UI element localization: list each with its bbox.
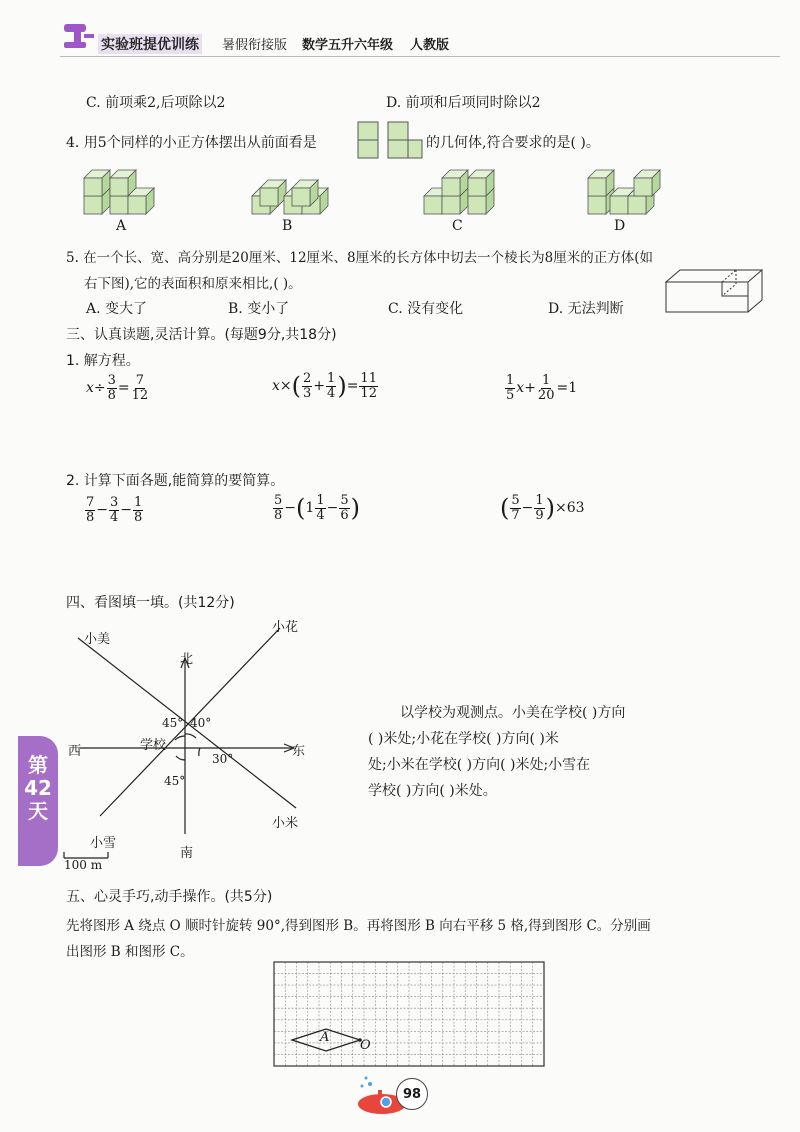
section3-title: 三、认真读题,灵活计算。(每题9分,共18分) (66, 327, 337, 343)
page-number-badge (396, 1078, 428, 1110)
section5-line2: 出图形 B 和图形 C。 (66, 944, 194, 960)
option-b-figure (252, 180, 328, 214)
option-c-figure (424, 170, 494, 214)
q5-option-d: D. 无法判断 (548, 301, 624, 317)
header-divider (60, 56, 780, 57)
q5-line2: 右下图),它的表面积和原来相比,( )。 (84, 276, 302, 292)
option-d-figure (588, 170, 660, 214)
xiaoxue-label: 小雪 (90, 836, 117, 851)
q4-label-c: C (452, 218, 463, 234)
q5-option-c: C. 没有变化 (388, 301, 464, 317)
angle-label-45-nw: 45° (162, 716, 184, 730)
section4-text-line1: 以学校为观测点。小美在学校( )方向 (400, 705, 626, 721)
side-tab-char-2: 42 (24, 776, 52, 800)
section4-text-line3: 处;小米在学校( )方向( )米处;小雪在 (368, 757, 591, 773)
edition-label: 暑假衔接版 (222, 38, 288, 53)
expression-2: $\frac{5}{8}$ − ( 1 $\frac{1}{4}$ − $\frac{5}{6}$ ) (274, 493, 360, 523)
expression-1: $\frac{7}{8}$ − $\frac{3}{4}$ − $\frac{1}{8}$ (86, 495, 143, 525)
q5-line1: 5. 在一个长、宽、高分别是20厘米、12厘米、8厘米的长方体中切去一个棱长为8厘米的正方体(如 (66, 250, 653, 266)
cuboid-figure (664, 266, 766, 316)
section3-q2-title: 2. 计算下面各题,能简算的要简算。 (66, 473, 285, 489)
day-side-tab (18, 736, 58, 866)
side-tab-char-1: 第 (28, 753, 48, 777)
equation-2: x × ( $\frac{2}{3}$ + $\frac{1}{4}$ ) = $\frac{11}{12}$ (272, 371, 377, 401)
q5-option-a: A. 变大了 (86, 301, 148, 317)
page-number: 98 (402, 1086, 422, 1102)
point-o-label: O (360, 1038, 371, 1053)
q4-text-a: 4. 用5个同样的小正方体摆出从前面看是 (66, 135, 317, 151)
equation-1: x ÷ $\frac{3}{8}$ = $\frac{7}{12}$ (86, 373, 149, 403)
grid-figure (270, 958, 550, 1070)
q3-option-c: C. 前项乘2,后项除以2 (86, 95, 226, 111)
north-label: 北 (180, 652, 194, 667)
publisher-label: 人教版 (410, 38, 450, 53)
xiaomei-label: 小美 (84, 632, 111, 647)
side-tab-char-3: 天 (28, 799, 48, 823)
section5-line1: 先将图形 A 绕点 O 顺时针旋转 90°,得到图形 B。再将图形 B 向右平移 5 格,得到图形 C。分别画 (66, 918, 651, 934)
section3-q1-title: 1. 解方程。 (66, 353, 140, 369)
section5-title: 五、心灵手巧,动手操作。(共5分) (66, 889, 273, 905)
logo-icon (62, 22, 96, 52)
expression-3: ( $\frac{5}{7}$ − $\frac{1}{9}$ ) ×63 (500, 493, 585, 523)
angle-label-45-sw: 45° (164, 774, 186, 788)
series-title: 实验班提优训练 (98, 34, 202, 54)
south-label: 南 (180, 846, 194, 861)
section4-text-line2: ( )米处;小花在学校( )方向( )米 (368, 731, 559, 747)
angle-label-30-se: 30° (212, 752, 234, 766)
q4-option-figures (80, 162, 680, 222)
scale-label: 100 m (64, 858, 103, 872)
section4-title: 四、看图填一填。(共12分) (66, 595, 235, 611)
equation-3: $\frac{1}{5}$ x + $\frac{1}{20}$ =1 (506, 373, 578, 403)
q5-option-b: B. 变小了 (228, 301, 290, 317)
angle-label-40-ne: 40° (190, 716, 212, 730)
grade-label: 数学五升六年级 (302, 38, 394, 53)
section4-text-line4: 学校( )方向( )米处。 (368, 783, 497, 799)
q4-text-b: 的几何体,符合要求的是( )。 (426, 135, 600, 151)
school-label: 学校 (140, 738, 167, 753)
west-label: 西 (68, 744, 82, 759)
q3-option-d: D. 前项和后项同时除以2 (386, 95, 541, 111)
q4-label-b: B (282, 218, 293, 234)
east-label: 东 (292, 744, 306, 759)
xiaomi-label: 小米 (272, 816, 299, 831)
shape-a-label: A (320, 1030, 330, 1045)
xiaohua-label: 小花 (272, 620, 299, 635)
front-view-figure (356, 120, 424, 162)
q4-label-a: A (116, 218, 127, 234)
option-a-figure (84, 170, 154, 214)
q4-label-d: D (614, 218, 626, 234)
